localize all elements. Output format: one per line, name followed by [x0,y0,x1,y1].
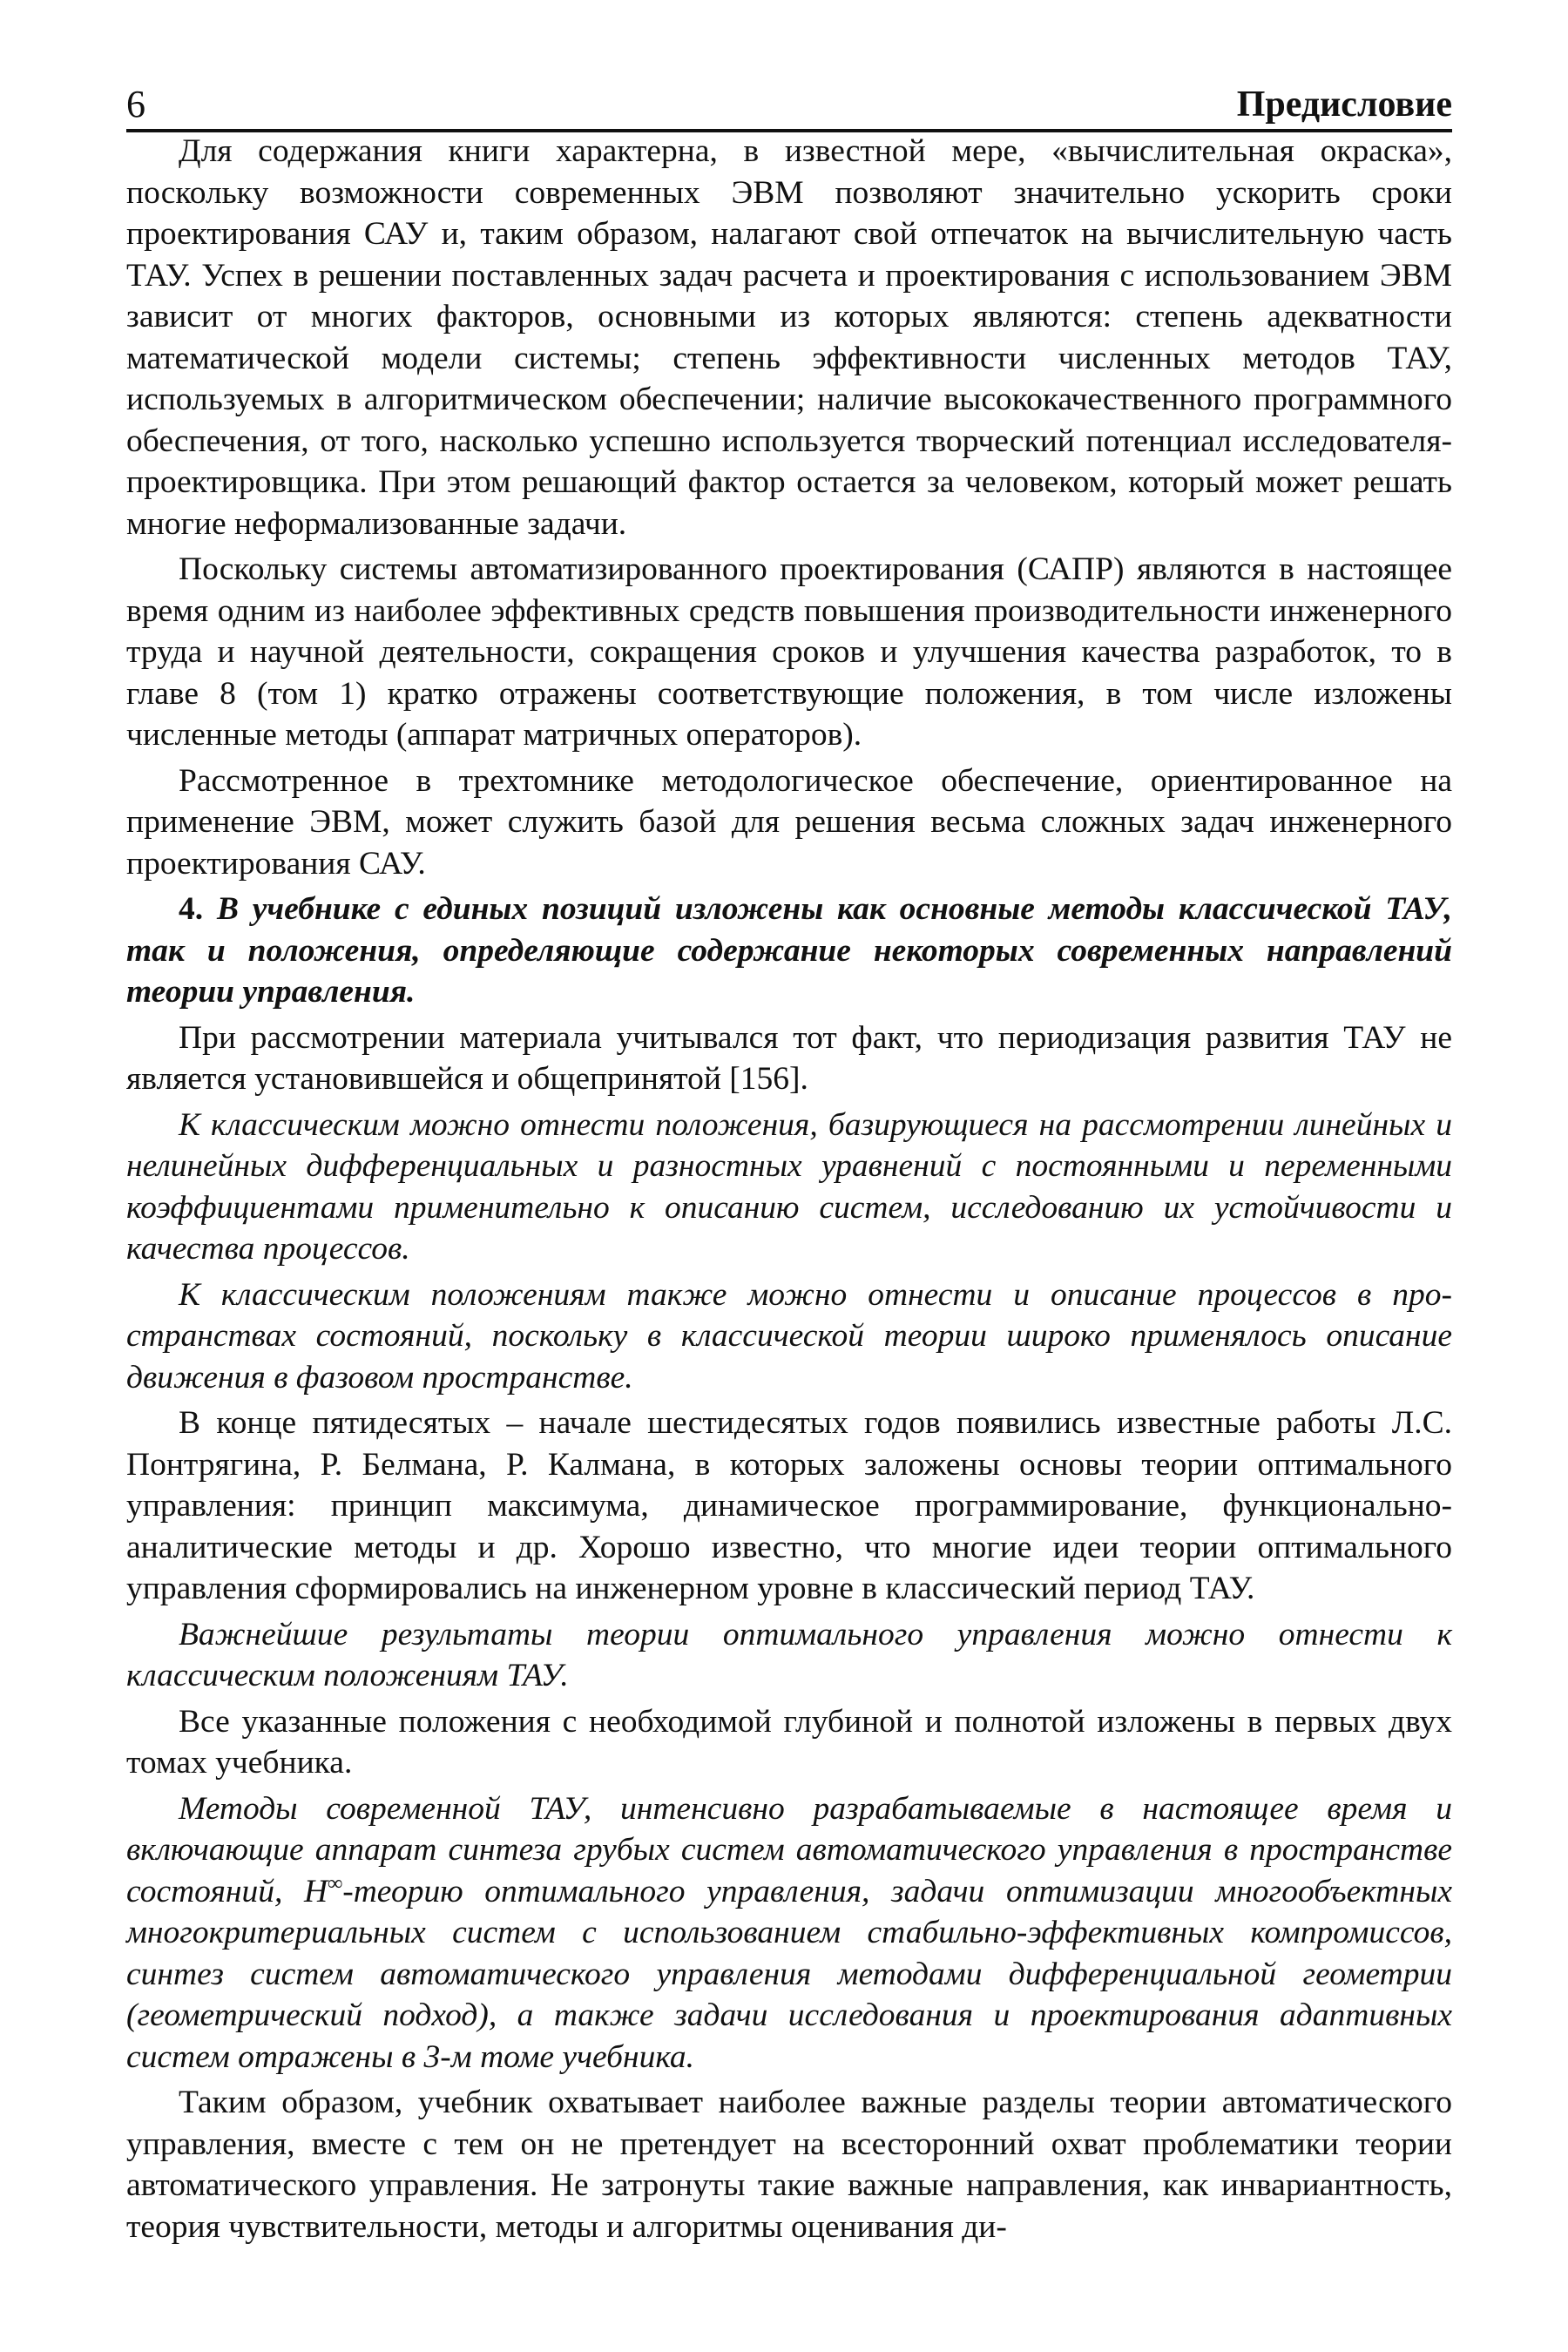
infinity-superscript: ∞ [328,1872,343,1895]
modern-methods-text-start: Методы современной ТАУ, интенсивно разрабатываемые в настоящее время и включающие аппарат синтеза грубых систем автоматического управления в пространстве состояний, H [126,1790,1452,1909]
list-number: 4. [179,891,204,927]
paragraph-classical-state-space: К классическим положениям также можно отнести и описание процессов в пространствах состояний, поскольку в классической теории широко применялось описание движения в фазовом пространстве. [126,1276,1452,1396]
paragraph-optimal-results: Важнейшие результаты теории оптимального управления можно отнести к классическим положениям ТАУ. [126,1616,1452,1693]
paragraph-first-two-volumes: Все указанные положения с необходимой глубиной и полнотой изложены в первых двух томах учебника. [126,1703,1452,1781]
paragraph-modern-methods [126,1788,1452,2078]
body-text [126,131,1452,2252]
page-header [126,80,1452,132]
paragraph-summary: Таким образом, учебник охватывает наиболее важные разделы теории автоматического управления, вместе с тем он не претендует на всесторонний охват проблематики теории автоматического управления. Не затронуты такие важные направления, как инвариантность, теория чувствительности, методы и алгоритмы оценивания ди- [126,2085,1452,2245]
paragraph-classical-linear: К классическим можно отнести положения, базирующиеся на рассмотрении линейных и нелинейных дифференциальных и разностных уравнений с постоянными и переменными коэффициентами применительно к описанию систем, исследованию их устойчивости и качества процессов. [126,1106,1452,1267]
paragraph-optimal-control-history: В конце пятидесятых – начале шестидесятых годов появились известные работы Л.С. Понтрягина, Р. Белмана, Р. Калмана, в которых заложены основы теории оптимального управления: принцип максимума, динамическое программирование, функционально-аналитические методы и др. Хорошо известно, что многие идеи теории оптимального управления сформировались на инженерном уровне в классический период ТАУ. [126,1405,1452,1606]
paragraph-methodology: Рассмотренное в трехтомнике методологическое обеспечение, ориентированное на применение ЭВМ, может служить базой для решения весьма сложных задач инженерного проектирования САУ. [126,762,1452,882]
paragraph-cad-systems: Поскольку системы автоматизированного проектирования (САПР) являются в настоящее время одним из наиболее эффективных средств повышения производительности инженерного труда и научной деятельности, сокращения сроков и улучшения качества разработок, то в главе 8 (том 1) кратко отражены соответствующие положения, в том числе изложены численные методы (аппарат матричных операторов). [126,551,1452,753]
paragraph-computational-aspect: Для содержания книги характерна, в известной мере, «вычислительная окраска», поскольку возможности современных ЭВМ позволяют значительно ускорить сроки проектирования САУ и, таким образом, налагают свой отпечаток на вычислительную часть ТАУ. Успех в решении поставленных задач расчета и проектирования с использованием ЭВМ зависит от многих факторов, основными из которых являются: степень адекватности математической модели системы; степень эффективности численных методов ТАУ, используемых в алгоритмическом обеспечении; наличие высококачественного программного обеспечения, от того, насколько успешно используется творческий потенциал исследователя-проектировщика. При этом решающий фактор остается за человеком, который может решать многие неформализованные задачи. [126,133,1452,542]
point-4-text: В учебнике с единых позиций изложены как основные методы классической ТАУ, так и положения, определяющие содержание некоторых современных направлений теории управления. [126,891,1452,1010]
paragraph-periodization: При рассмотрении материала учитывался тот факт, что периодизация развития ТАУ не является установившейся и общепринятой [156]. [126,1019,1452,1097]
paragraph-point-4 [126,889,1452,1013]
running-title: Предисловие [1236,84,1452,125]
modern-methods-text-end: -теорию оптимального управления, задачи оптимизации многообъектных многокритериальных систем с использованием стабильно-эффективных компромиссов, синтез систем автоматического управления методами дифференциальной геометрии (геометрический подход), а также задачи исследования и проектирования адаптивных систем отражены в 3-м томе учебника. [126,1873,1453,2075]
page-number: 6 [126,83,145,125]
